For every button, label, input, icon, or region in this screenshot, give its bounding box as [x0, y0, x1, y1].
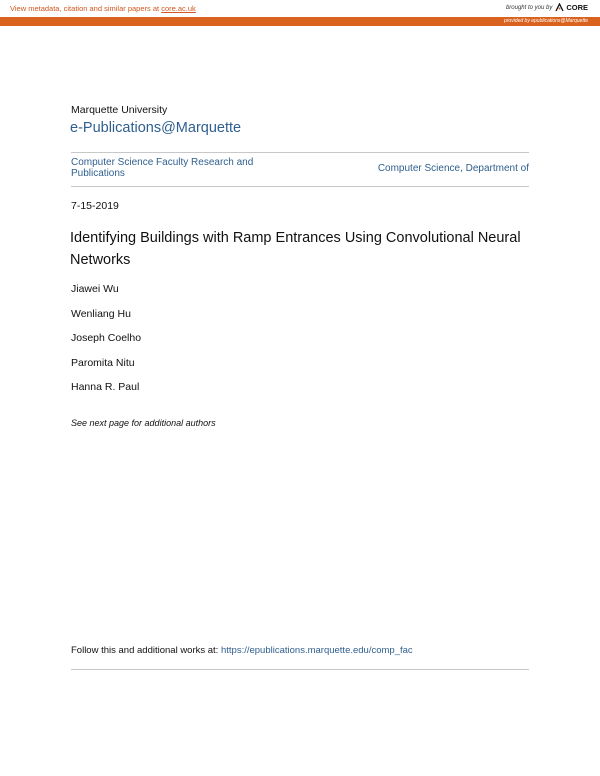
core-name: CORE: [566, 3, 588, 12]
author-item: Hanna R. Paul: [71, 381, 140, 393]
core-metadata-text: View metadata, citation and similar papers at: [10, 4, 162, 13]
author-item: Paromita Nitu: [71, 356, 135, 369]
repository-link[interactable]: e-Publications@Marquette: [70, 120, 242, 136]
provided-by-text[interactable]: provided by epublications@Marquette: [503, 18, 588, 24]
brought-by-text: brought to you by: [505, 4, 553, 11]
author-list: [71, 283, 141, 406]
brought-to-you-by: [506, 3, 588, 12]
author-item: Joseph Coelho: [71, 332, 142, 344]
follow-url-link[interactable]: https://epublications.marquette.edu/comp_fac: [220, 645, 413, 656]
publication-date: 7-15-2019: [71, 200, 119, 212]
core-ac-uk-link[interactable]: core.ac.uk: [161, 4, 196, 13]
institution-name: Marquette University: [71, 104, 168, 116]
author-item: Jiawei Wu: [71, 283, 119, 295]
paper-title: Identifying Buildings with Ramp Entrances Using Convolutional Neural Networks: [70, 230, 521, 268]
department-link[interactable]: Computer Science, Department of: [377, 163, 529, 174]
divider-top: [71, 152, 529, 153]
divider-middle: [71, 186, 529, 187]
collection-link[interactable]: Computer Science Faculty Research and Publications: [71, 157, 254, 179]
divider-bottom: [71, 669, 529, 670]
follow-text: Follow this and additional works at:: [71, 645, 221, 656]
core-metadata-link[interactable]: [10, 4, 196, 13]
author-item: Wenliang Hu: [71, 307, 131, 320]
core-logo-icon: [555, 3, 564, 12]
core-header: [0, 0, 600, 17]
core-logo[interactable]: [555, 3, 588, 12]
see-next-page-note: See next page for additional authors: [71, 418, 216, 428]
core-provided-bar: [0, 17, 600, 26]
follow-line: [71, 645, 413, 656]
